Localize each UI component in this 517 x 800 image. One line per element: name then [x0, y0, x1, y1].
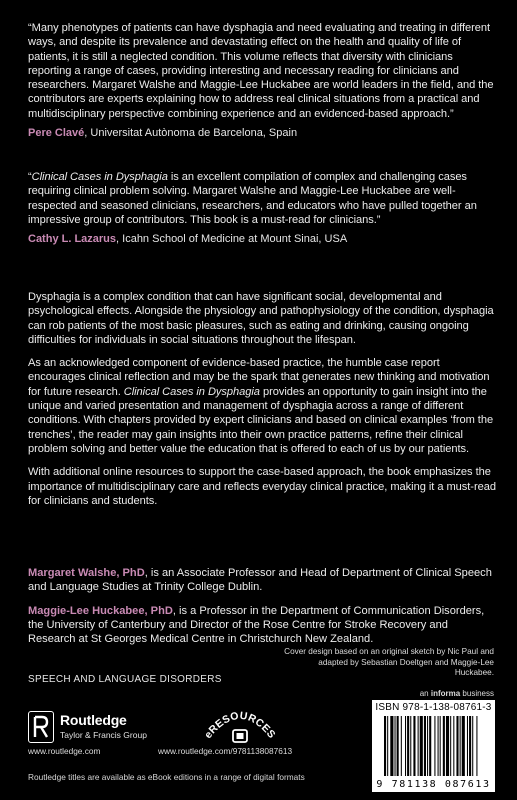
endorsement-2-name: Cathy L. Lazarus: [28, 233, 117, 246]
isbn-label: ISBN 978-1-138-08761-3: [375, 702, 492, 713]
barcode-bar: [384, 716, 386, 776]
barcode-bar: [405, 716, 406, 776]
description-paragraph-1: Dysphagia is a complex condition that can have significant social, developmental and psychological effects. Alongside the physiology and pathophysiology of the condition, dysphagia can rob patients of the most basic pleasures, such as eating and drinking, causing ongoing difficulties for individuals in social situations throughout the lifespan.: [28, 291, 494, 346]
author-bios: [28, 566, 496, 646]
endorsement-2-text: [28, 170, 496, 227]
barcode-bar: [446, 716, 449, 776]
eresources-icon: [200, 706, 280, 746]
barcode-bar: [434, 716, 435, 776]
endorsement-1-affiliation: , Universitat Autònoma de Barcelona, Spain: [84, 127, 298, 140]
informa-brand: informa: [430, 689, 461, 698]
barcode-bar: [418, 716, 419, 776]
eresources-badge: [200, 706, 280, 746]
barcode-bar: [429, 716, 431, 776]
bio-walshe-text: , is an Associate Professor and Head of Department of Clinical Speech and Language Studies at Trinity College Dublin.: [28, 567, 492, 594]
eresources-label: eRESOURCES: [202, 709, 278, 741]
endorsement-2: [28, 170, 496, 246]
endorsement-1-name: Pere Clavé: [28, 127, 85, 140]
barcode-bar: [427, 716, 428, 776]
endorsement-2-affiliation: , Icahn School of Medicine at Mount Sinai, USA: [116, 233, 348, 246]
barcode-bar: [469, 716, 471, 776]
routledge-r-icon: [28, 711, 54, 743]
publisher-subtitle: Taylor & Francis Group: [60, 730, 147, 740]
description-paragraph-2: [28, 356, 496, 456]
book-title-italic: Clinical Cases in Dysphagia: [31, 171, 168, 183]
open-quote: “: [28, 171, 32, 183]
barcode-bar: [395, 716, 396, 776]
informa-business: [420, 689, 494, 698]
barcode-bar: [476, 716, 477, 776]
isbn-barcode-block: [372, 700, 495, 792]
barcode-bar: [440, 716, 441, 776]
barcode-number: 9 781138 087613: [376, 779, 491, 790]
description-p2-start: As an acknowledged component of evidence-based practice, the humble case report encourages clinical reflection and may be the spark that generates new thinking and motivation for future research.: [28, 357, 490, 398]
barcode-bar: [467, 716, 468, 776]
endorsement-2-attribution: [28, 232, 496, 246]
bio-huckabee: [28, 604, 496, 647]
bio-walshe: [28, 566, 496, 595]
ebook-availability-note: Routledge titles are available as eBook editions in a range of digital formats: [28, 772, 305, 782]
eresources-url[interactable]: www.routledge.com/9781138087613: [158, 746, 293, 756]
barcode-bar: [456, 716, 458, 776]
publisher-url[interactable]: www.routledge.com: [28, 746, 101, 756]
informa-prefix: an: [419, 689, 431, 698]
barcode-bar: [420, 716, 423, 776]
description-paragraph-3: With additional online resources to support the case-based approach, the book emphasizes the importance of multidisciplinary care and reflects everyday clinical practice, making it a must-read for clinicians and students.: [28, 466, 496, 507]
barcode-bar: [453, 716, 454, 776]
barcode-bar: [387, 716, 388, 776]
barcode-bar: [407, 716, 409, 776]
barcode-bar: [397, 716, 399, 776]
description-p2-title: Clinical Cases in Dysphagia: [123, 385, 260, 398]
bio-huckabee-name: Maggie-Lee Huckabee, PhD: [28, 604, 173, 617]
routledge-logo: [28, 711, 178, 743]
endorsement-1: [28, 21, 496, 140]
barcode-bar: [424, 716, 426, 776]
barcode-bar: [472, 716, 473, 776]
bio-huckabee-text: , is a Professor in the Department of Communication Disorders, the University of Canterbury and Director of the Rose Centre for Stroke Recovery and Research at St Georges Medical Centre in Christchurch New Zealand.: [28, 604, 485, 646]
barcode-bar: [413, 716, 415, 776]
endorsement-2-body: is an excellent compilation of complex and challenging cases requiring clinical problem solving. Margaret Walshe and Maggie-Lee Huckabee are well-respected and seasoned clinicians, researchers, and educators who have pulled together an impressive group of contributors. This book is a must-read for clinicians.”: [28, 171, 477, 226]
bio-walshe-name: Margaret Walshe, PhD: [28, 567, 145, 579]
description: [28, 290, 496, 508]
barcode-bar: [460, 716, 461, 776]
barcode-bar: [390, 716, 393, 776]
publisher-name: Routledge: [60, 712, 127, 728]
cover-credit: Cover design based on an original sketch by Nic Paul and adapted by Sebastian Doeltgen and Maggie-Lee Huckabee.: [284, 647, 494, 677]
description-p2-rest: provides an opportunity to gain insight into the unique and varied presentation and management of dysphagia across a range of different conditions. With chapters provided by expert clinicians and based on clinical examples ‘from the trenches’, the reader may gain insights into their own practice patterns, refine their clinical problem solving and better value the education that is offered to each of us by our patients.: [28, 385, 494, 455]
barcode-bar: [410, 716, 411, 776]
subject-category: SPEECH AND LANGUAGE DISORDERS: [28, 674, 222, 685]
barcode-bar: [438, 716, 439, 776]
routledge-r-glyph: [32, 715, 50, 739]
barcode-bar: [450, 716, 451, 776]
endorsement-1-attribution: [28, 126, 496, 140]
informa-suffix: business: [460, 689, 494, 698]
barcode-bar: [443, 716, 445, 776]
endorsement-1-text: “Many phenotypes of patients can have dysphagia and need evaluating and treating in different ways, and despite its prevalence and devastating effect on the health and quality of life of patients, it is still a neglected condition. This volume reflects that diversity with clinicians reporting a range of cases, providing interesting and necessary reading for clinicians and researchers. Margaret Walshe and Maggie-Lee Huckabee are world leaders in the field, and the contributors are experts explaining how to address real clinical situations from a practical and multidisciplinary perspective combining experience and an evidenced-based approach.”: [28, 22, 494, 120]
barcode-bar: [401, 716, 402, 776]
barcode-bar: [462, 716, 465, 776]
